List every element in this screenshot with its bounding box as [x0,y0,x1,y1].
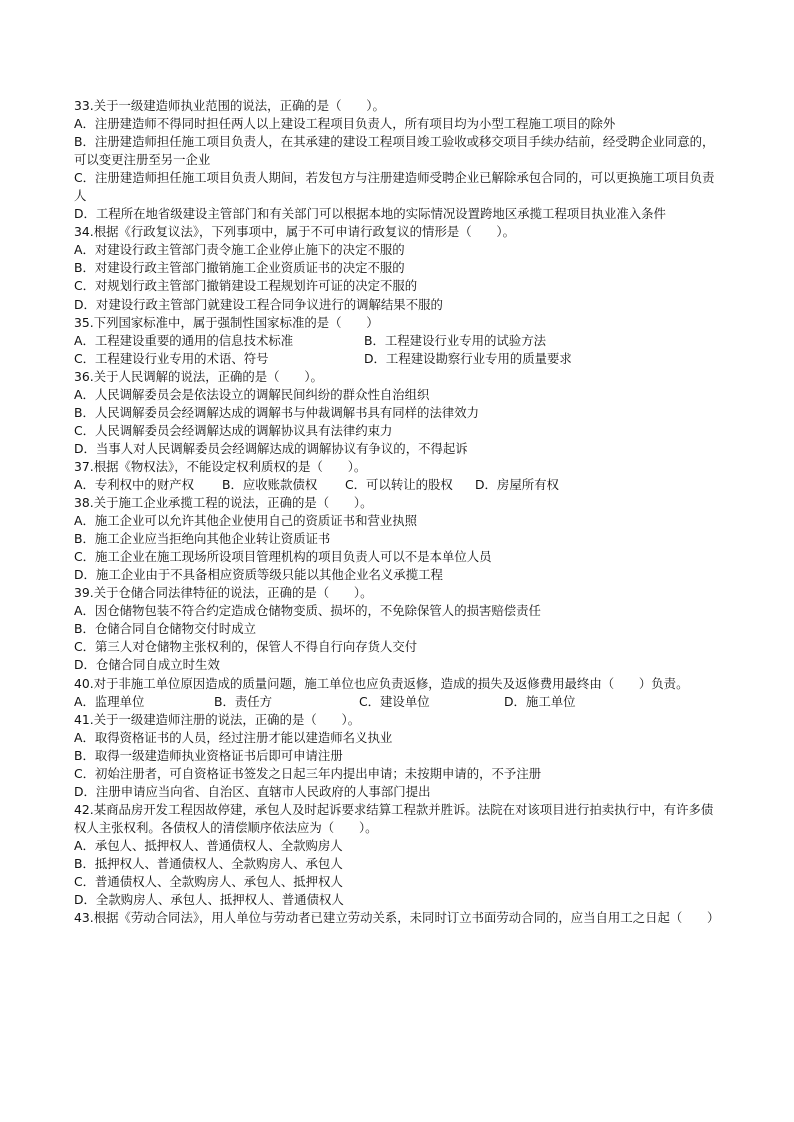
option-a: A．取得资格证书的人员，经过注册才能以建造师名义执业 [74,729,393,745]
option-row [74,476,724,494]
option-a: A．工程建设重要的通用的信息技术标准 [74,332,294,348]
option-c: C．初始注册者，可自资格证书签发之日起三年内提出申请；未按期申请的，不予注册 [74,765,542,781]
question-stem: 42.某商品房开发工程因故停建，承包人及时起诉要求结算工程款并胜诉。法院在对该项目进行拍卖执行中，有许多债权人主张权利。各债权人的清偿顺序依法应为（ ）。 [74,801,714,835]
option-b: B．施工企业应当拒绝向其他企业转让资质证书 [74,531,331,547]
option-b: B．应收账款债权 [222,476,318,492]
option-c: C．可以转让的股权 [345,476,453,492]
question-stem: 36.关于人民调解的说法，正确的是（ ）。 [74,368,323,384]
option-c: C．建设单位 [359,693,430,709]
option-a: A．专利权中的财产权 [74,476,194,492]
option-a: A．施工企业可以允许其他企业使用自己的资质证书和营业执照 [74,513,418,529]
option-d: D．工程所在地省级建设主管部门和有关部门可以根据本地的实际情况设置跨地区承揽工程项目执业准入条件 [74,206,666,222]
option-b: B．抵押权人、普通债权人、全款购房人、承包人 [74,855,343,871]
option-a: A．对建设行政主管部门责令施工企业停止施下的决定不服的 [74,242,405,258]
option-a: A．承包人、抵押权人、普通债权人、全款购房人 [74,837,343,853]
option-b: B．仓储合同自仓储物交付时成立 [74,621,256,637]
option-a: A．因仓储物包装不符合约定造成仓储物变质、损坏的，不免除保管人的损害赔偿责任 [74,603,541,619]
option-b: B．人民调解委员会经调解达成的调解书与仲裁调解书具有同样的法律效力 [74,404,479,420]
option-d: D．当事人对人民调解委员会经调解达成的调解协议有争议的，不得起诉 [74,440,468,456]
option-c: C．施工企业在施工现场所设项目管理机构的项目负责人可以不是本单位人员 [74,549,492,565]
option-b: B．工程建设行业专用的试验方法 [364,332,546,348]
option-d: D．工程建设勘察行业专用的质量要求 [364,350,572,366]
option-b: B．注册建造师担任施工项目负责人，在其承建的建设工程项目竣工验收或移交项目手续办结前，经受聘企业同意的，可以变更注册至另一企业 [74,134,715,168]
option-d: D．房屋所有权 [475,476,559,492]
question-stem: 33.关于一级建造师执业范围的说法，正确的是（ ）。 [74,98,385,113]
option-d: D．注册申请应当向省、自治区、直辖市人民政府的人事部门提出 [74,783,431,799]
question-stem: 43.根据《劳动合同法》，用人单位与劳动者已建立劳动关系，未同时订立书面劳动合同的，应当自用工之日起（ ） [74,910,720,926]
option-d: D．对建设行政主管部门就建设工程合同争议进行的调解结果不服的 [74,296,443,312]
option-d: D．全款购房人、承包人、抵押权人、普通债权人 [74,892,344,908]
question-stem: 40.对于非施工单位原因造成的质量问题，施工单位也应负责返修，造成的损失及返修费用最终由（ ）负责。 [74,675,689,691]
option-a: A．人民调解委员会是依法设立的调解民间纠纷的群众性自治组织 [74,386,430,402]
option-row [74,350,724,368]
option-d: D．施工企业由于不具备相应资质等级只能以其他企业名义承揽工程 [74,567,443,583]
question-stem: 35.下列国家标准中，属于强制性国家标准的是（ ） [74,314,379,330]
option-c: C．对规划行政主管部门撤销建设工程规划许可证的决定不服的 [74,278,418,294]
option-row [74,693,724,711]
option-d: D．施工单位 [504,693,576,709]
option-c: C．注册建造师担任施工项目负责人期间，若发包方与注册建造师受聘企业已解除承包合同的，可以更换施工项目负责人 [74,170,715,204]
option-c: C．人民调解委员会经调解达成的调解协议具有法律约束力 [74,422,393,438]
question-stem: 34.根据《行政复议法》，下列事项中，属于不可申请行政复议的情形是（ ）。 [74,224,515,240]
option-row [74,332,724,350]
option-c: C．普通债权人、全款购房人、承包人、抵押权人 [74,874,343,890]
option-c: C．第三人对仓储物主张权利的，保管人不得自行向存货人交付 [74,639,418,655]
option-a: A．注册建造师不得同时担任两人以上建设工程项目负责人，所有项目均为小型工程施工项目的除外 [74,116,616,132]
question-stem: 37.根据《物权法》，不能设定权利质权的是（ ）。 [74,458,367,474]
question-stem: 41.关于一级建造师注册的说法，正确的是（ ）。 [74,711,361,727]
option-b: B．对建设行政主管部门撤销施工企业资质证书的决定不服的 [74,260,405,276]
option-b: B．取得一级建造师执业资格证书后即可申请注册 [74,747,343,763]
option-a: A．监理单位 [74,693,145,709]
option-d: D．仓储合同自成立时生效 [74,657,220,673]
option-b: B．责任方 [214,693,273,709]
question-stem: 39.关于仓储合同法律特征的说法，正确的是（ ）。 [74,585,373,601]
option-c: C．工程建设行业专用的术语、符号 [74,350,269,366]
question-list [74,97,724,927]
question-stem: 38.关于施工企业承揽工程的说法，正确的是（ ）。 [74,495,373,511]
